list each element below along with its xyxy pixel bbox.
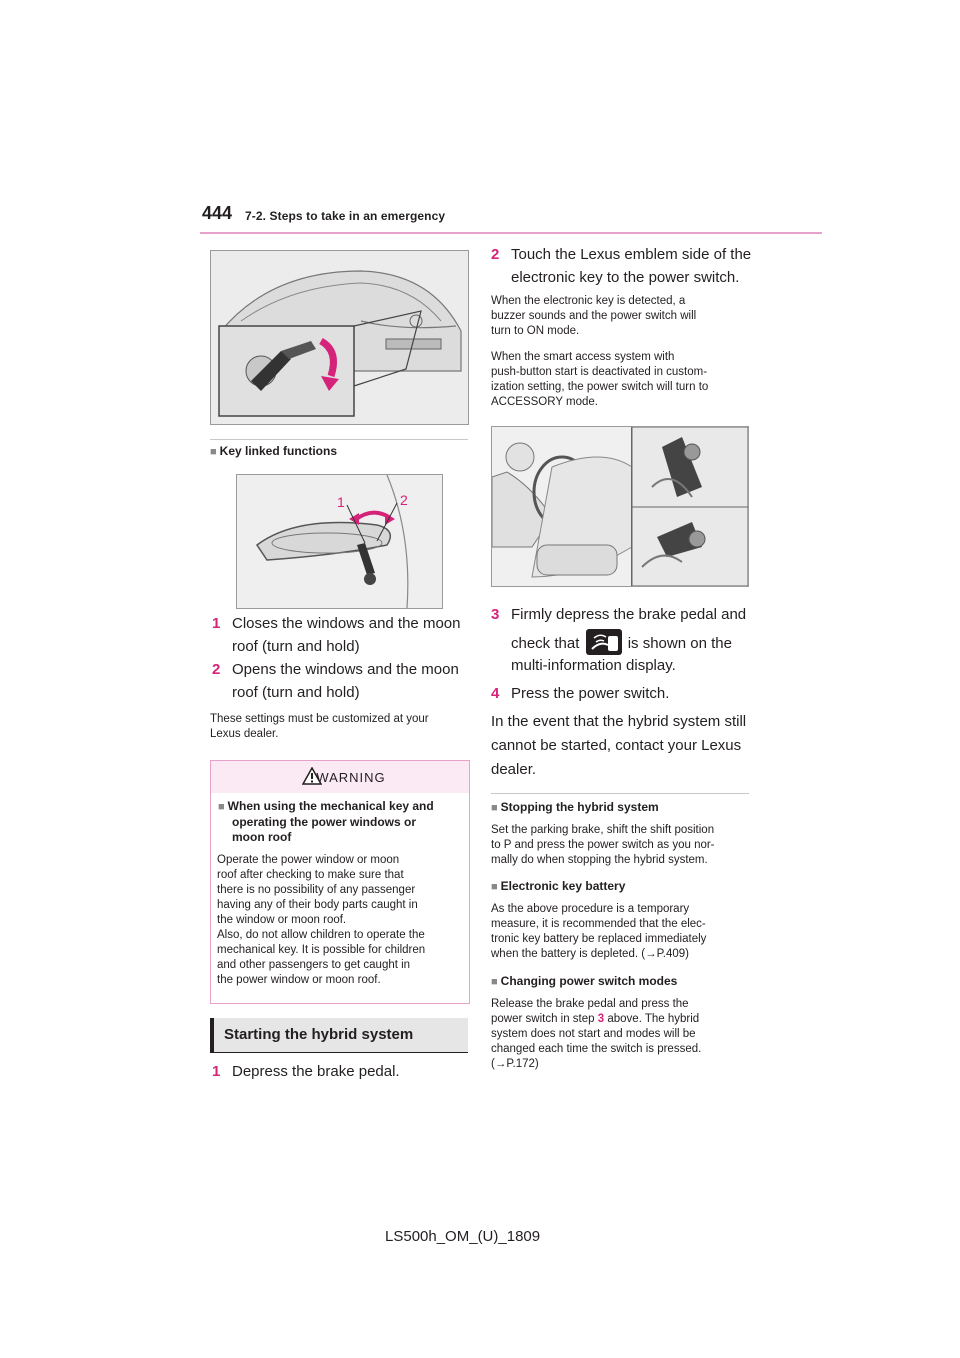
step-number: 4 bbox=[491, 685, 500, 702]
body-line: system does not start and modes will be bbox=[491, 1028, 696, 1040]
square-bullet-icon: ■ bbox=[491, 976, 498, 988]
body-text: above. The hybrid bbox=[607, 1013, 700, 1025]
step-number: 3 bbox=[491, 606, 500, 623]
stopping-heading bbox=[491, 800, 659, 814]
step-text-post: is shown on the bbox=[627, 635, 732, 652]
warning-heading-line2: operating the power windows or bbox=[232, 815, 417, 829]
warning-box bbox=[210, 760, 470, 1004]
warning-label: WARNING bbox=[316, 770, 386, 785]
warning-body bbox=[217, 853, 467, 988]
step-number: 2 bbox=[212, 661, 221, 678]
modes-heading-text: Changing power switch modes bbox=[500, 974, 678, 988]
page-number: 444 bbox=[202, 203, 233, 223]
warning-body-line: Operate the power window or moon bbox=[217, 854, 400, 866]
customize-note-line2: Lexus dealer. bbox=[210, 728, 279, 740]
body-line: changed each time the switch is pressed. bbox=[491, 1043, 702, 1055]
warning-body-line: the power window or moon roof. bbox=[217, 974, 381, 986]
key-linked-heading-text: Key linked functions bbox=[219, 444, 338, 458]
step-text: Firmly depress the brake pedal and bbox=[511, 606, 747, 623]
divider-rule bbox=[491, 793, 749, 794]
body-line bbox=[491, 1012, 756, 1027]
body-line: to P and press the power switch as you nor- bbox=[491, 839, 715, 851]
body-line: Set the parking brake, shift the shift position bbox=[491, 824, 715, 836]
square-bullet-icon: ■ bbox=[491, 881, 498, 893]
step-text: Press the power switch. bbox=[511, 685, 670, 702]
step-text: Closes the windows and the moon bbox=[232, 615, 461, 632]
warning-body-line: having any of their body parts caught in bbox=[217, 899, 418, 911]
body-line: when the battery is depleted. (→P.409) bbox=[491, 948, 689, 960]
body-line: Release the brake pedal and press the bbox=[491, 998, 689, 1010]
warning-body-line: mechanical key. It is possible for children bbox=[217, 944, 426, 956]
callout-1: 1 bbox=[337, 494, 345, 510]
warning-heading bbox=[218, 799, 434, 845]
accessory-note bbox=[491, 350, 756, 410]
door-handle-illustration bbox=[236, 474, 443, 609]
stopping-heading-text: Stopping the hybrid system bbox=[500, 800, 659, 814]
battery-body bbox=[491, 902, 756, 962]
body-line: As the above procedure is a temporary bbox=[491, 903, 690, 915]
warning-body-line: there is no possibility of any passenger bbox=[217, 884, 416, 896]
step-number: 2 bbox=[491, 246, 500, 263]
square-bullet-icon: ■ bbox=[218, 801, 225, 813]
step-number: 1 bbox=[212, 615, 221, 632]
body-line: measure, it is recommended that the elec- bbox=[491, 918, 706, 930]
step-text: Touch the Lexus emblem side of the bbox=[511, 246, 752, 263]
note-line: When the electronic key is detected, a bbox=[491, 295, 686, 307]
callout-2: 2 bbox=[400, 492, 408, 508]
step-text-cont: roof (turn and hold) bbox=[232, 638, 360, 655]
step-firmly-depress bbox=[491, 603, 761, 677]
trunk-key-illustration bbox=[210, 250, 469, 425]
step-text-cont bbox=[511, 629, 732, 655]
step-text-pre: check that bbox=[511, 635, 580, 652]
event-line: dealer. bbox=[491, 761, 537, 778]
body-line: mally do when stopping the hybrid system. bbox=[491, 854, 708, 866]
step-text-cont: electronic key to the power switch. bbox=[511, 269, 740, 286]
body-line: tronic key battery be replaced immediately bbox=[491, 933, 707, 945]
step-text: Depress the brake pedal. bbox=[232, 1063, 400, 1080]
note-line: buzzer sounds and the power switch will bbox=[491, 310, 697, 322]
customize-note-line1: These settings must be customized at your bbox=[210, 713, 429, 725]
event-paragraph bbox=[491, 710, 761, 782]
detected-note bbox=[491, 294, 756, 339]
section-title: 7-2. Steps to take in an emergency bbox=[245, 209, 446, 223]
note-line: push-button start is deactivated in custom- bbox=[491, 366, 708, 378]
step-text-cont: multi-information display. bbox=[511, 657, 676, 674]
key-indicator-icon bbox=[586, 629, 622, 655]
modes-heading bbox=[491, 974, 677, 988]
modes-body bbox=[491, 997, 756, 1072]
stopping-body bbox=[491, 823, 756, 868]
note-line: ACCESSORY mode. bbox=[491, 396, 598, 408]
divider-rule bbox=[210, 439, 468, 440]
starting-hybrid-title: Starting the hybrid system bbox=[224, 1026, 414, 1043]
note-line: ization setting, the power switch will turn to bbox=[491, 381, 709, 393]
battery-heading-text: Electronic key battery bbox=[500, 879, 626, 893]
starting-hybrid-heading-band bbox=[210, 1018, 468, 1052]
body-line: (→P.172) bbox=[491, 1058, 539, 1070]
footer-code: LS500h_OM_(U)_1809 bbox=[385, 1228, 541, 1245]
warning-body-line: the window or moon roof. bbox=[217, 914, 347, 926]
note-line: When the smart access system with bbox=[491, 351, 675, 363]
warning-body-line: and other passengers to get caught in bbox=[217, 959, 411, 971]
square-bullet-icon: ■ bbox=[491, 802, 498, 814]
warning-body-line: Also, do not allow children to operate the bbox=[217, 929, 425, 941]
warning-heading-line1: When using the mechanical key and bbox=[227, 799, 434, 813]
warning-heading-line3: moon roof bbox=[232, 830, 292, 844]
square-bullet-icon: ■ bbox=[210, 446, 217, 458]
header-rule bbox=[200, 232, 822, 234]
step-ref: 3 bbox=[597, 1013, 605, 1025]
customize-note bbox=[210, 712, 470, 742]
step-number: 1 bbox=[212, 1063, 221, 1080]
step-text: Opens the windows and the moon bbox=[232, 661, 459, 678]
event-line: In the event that the hybrid system still bbox=[491, 713, 747, 730]
step-text-cont: roof (turn and hold) bbox=[232, 684, 360, 701]
body-text: power switch in step bbox=[491, 1013, 595, 1025]
event-line: cannot be started, contact your Lexus bbox=[491, 737, 742, 754]
warning-header bbox=[211, 761, 469, 793]
note-line: turn to ON mode. bbox=[491, 325, 580, 337]
warning-body-line: roof after checking to make sure that bbox=[217, 869, 404, 881]
battery-heading bbox=[491, 879, 625, 893]
key-linked-heading bbox=[210, 444, 337, 458]
power-switch-illustration bbox=[491, 426, 749, 587]
starting-rule bbox=[210, 1052, 468, 1053]
